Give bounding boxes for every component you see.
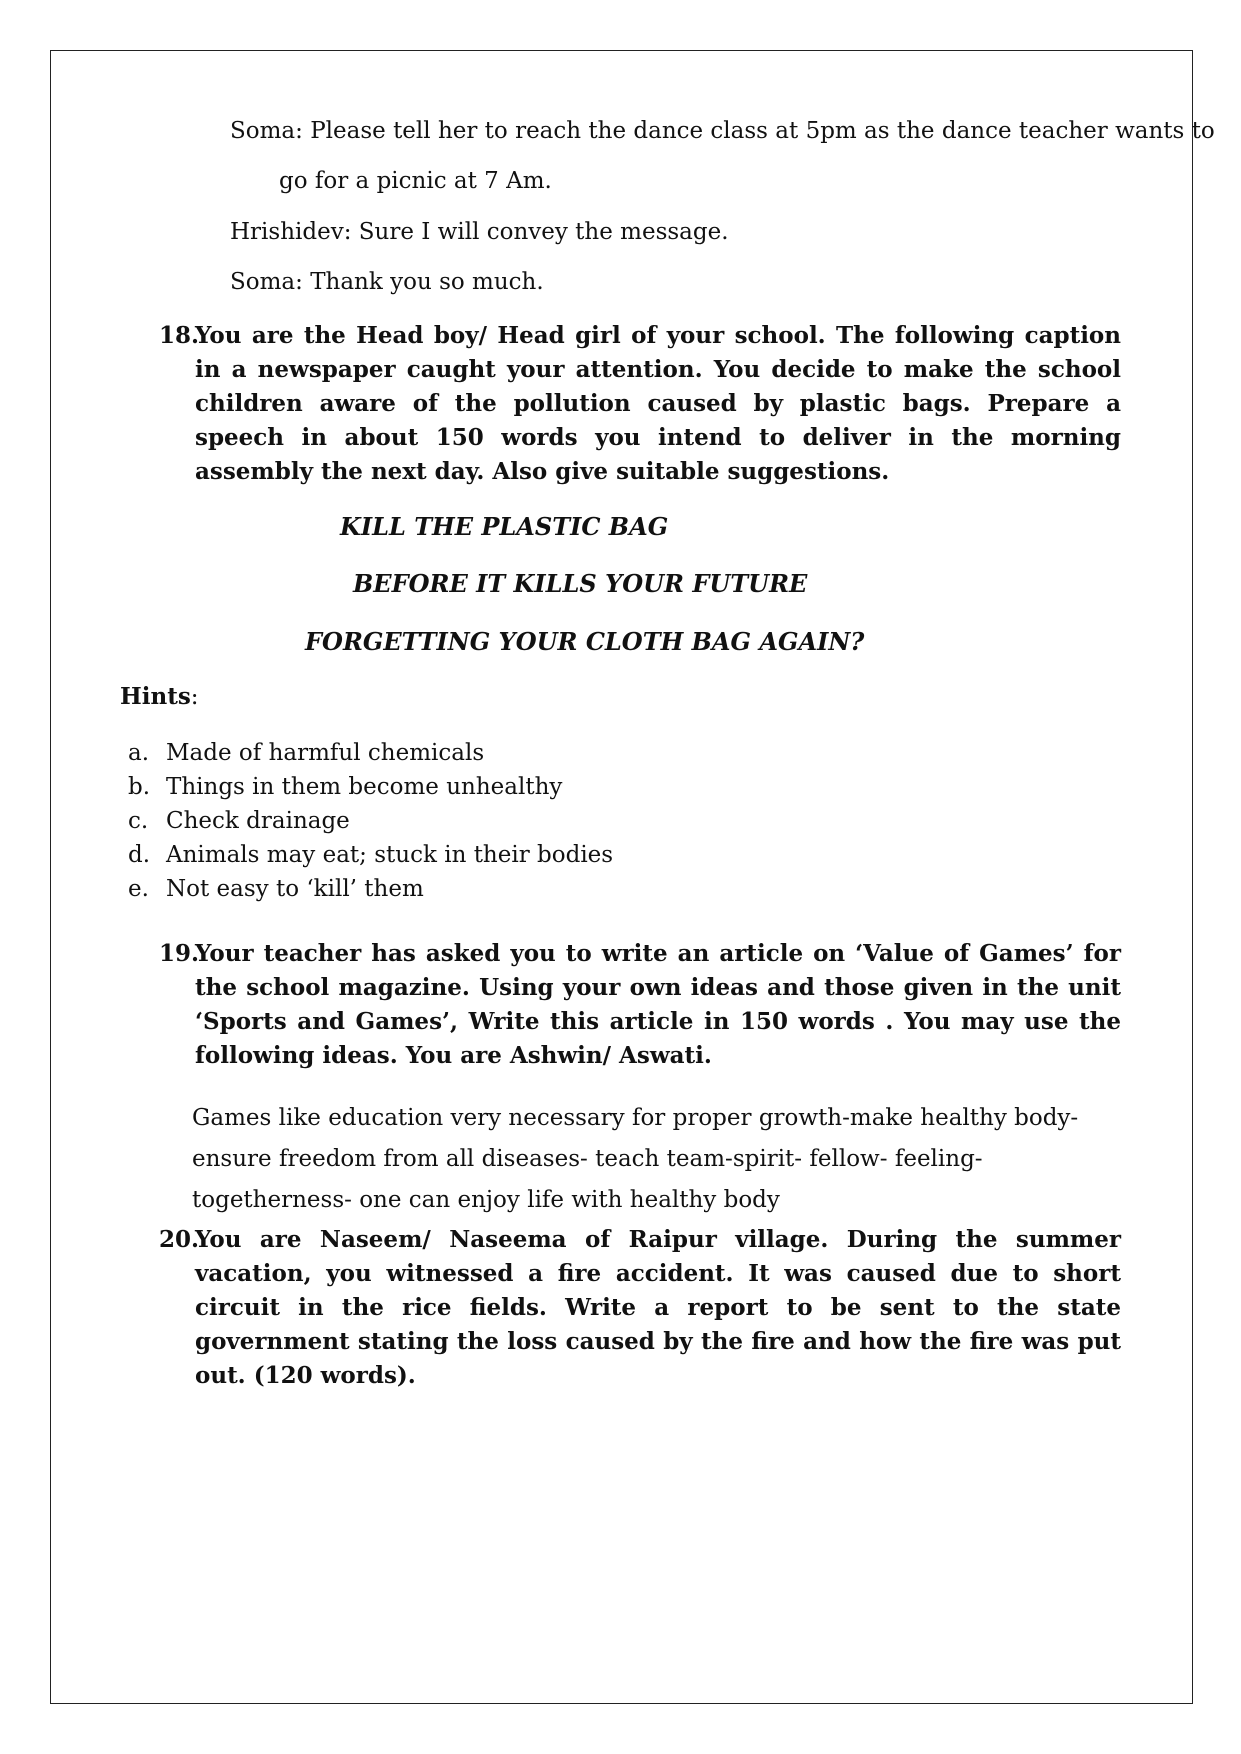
hint-text: Not easy to ‘kill’ them [166, 876, 424, 902]
dialogue-line-1 [230, 118, 1215, 144]
hint-letter: a. [128, 740, 150, 766]
speaker-soma: Soma: [230, 118, 303, 144]
caption-line-3: FORGETTING YOUR CLOTH BAG AGAIN? [305, 627, 865, 656]
hint-letter: e. [128, 876, 149, 902]
hint-item [128, 736, 613, 770]
question-number: 18. [159, 322, 200, 349]
question-18 [159, 319, 1121, 489]
dialogue-text: Please tell her to reach the dance class at 5pm as the dance teacher wants to [310, 118, 1215, 144]
hint-letter: c. [128, 808, 149, 834]
hint-item [128, 838, 613, 872]
question-19-ideas: Games like education very necessary for proper growth-make healthy body-ensure freedom from all diseases- teach team-spirit- fellow- feeling- togetherness- one can enjoy life with healthy body [192, 1105, 1079, 1213]
hint-item [128, 770, 613, 804]
caption-line-2: BEFORE IT KILLS YOUR FUTURE [353, 569, 808, 598]
speaker-hrishidev: Hrishidev: [230, 219, 352, 245]
hint-item [128, 804, 613, 838]
speaker-soma: Soma: [230, 269, 303, 295]
hint-text: Made of harmful chemicals [166, 740, 485, 766]
hint-letter: b. [128, 774, 151, 800]
question-number: 19. [159, 940, 200, 967]
caption-line-1: KILL THE PLASTIC BAG [340, 512, 669, 541]
hint-text: Check drainage [166, 808, 350, 834]
hints-label: Hints [120, 683, 191, 710]
hints-list [128, 736, 613, 906]
hint-text: Things in them become unhealthy [166, 774, 563, 800]
question-text: You are Naseem/ Naseema of Raipur village. During the summer vacation, you witnessed a fire accident. It was caused due to short circuit in the rice fields. Write a report to be sent to the state government stating the loss caused by the fire and how the fire was put out. (120 words). [195, 1226, 1121, 1389]
hint-text: Animals may eat; stuck in their bodies [166, 842, 614, 868]
dialogue-line-3 [230, 269, 544, 295]
dialogue-line-2 [230, 219, 729, 245]
dialogue-text: Thank you so much. [310, 269, 544, 295]
hint-item [128, 872, 613, 906]
hints-colon: : [190, 684, 199, 710]
hints-heading [120, 683, 199, 710]
question-number: 20. [159, 1226, 200, 1253]
question-text: Your teacher has asked you to write an article on ‘Value of Games’ for the school magazine. Using your own ideas and those given in the unit ‘Sports and Games’, Write this article in 150 words . You may use the following ideas. You are Ashwin/ Aswati. [195, 940, 1121, 1069]
dialogue-line-1-continuation: go for a picnic at 7 Am. [279, 168, 552, 194]
dialogue-text: Sure I will convey the message. [358, 219, 729, 245]
question-19 [159, 937, 1121, 1073]
question-20 [159, 1223, 1121, 1393]
question-text: You are the Head boy/ Head girl of your school. The following caption in a newspaper caught your attention. You decide to make the school children aware of the pollution caused by plastic bags. Prepare a speech in about 150 words you intend to deliver in the morning assembly the next day. Also give suitable suggestions. [195, 322, 1121, 485]
hint-letter: d. [128, 842, 151, 868]
